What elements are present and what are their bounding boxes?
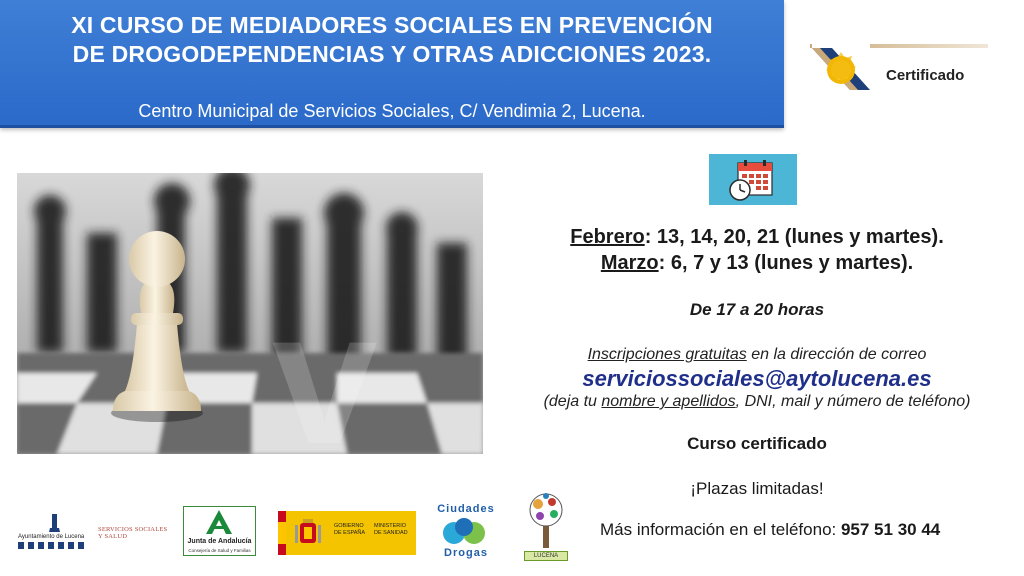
note-suffix: , DNI, mail y número de teléfono) bbox=[735, 393, 971, 410]
contact-info bbox=[600, 520, 1020, 540]
registration-free-label: Inscripciones gratuitas bbox=[587, 346, 747, 363]
award-medal-icon bbox=[812, 44, 870, 90]
february-dates bbox=[520, 224, 994, 250]
venue-address: Centro Municipal de Servicios Sociales, C/ Vendimia 2, Lucena. bbox=[138, 101, 646, 121]
course-title bbox=[0, 11, 784, 69]
note-prefix: (deja tu bbox=[543, 393, 602, 410]
gob-ministry1: MINISTERIO bbox=[374, 523, 407, 529]
march-label: Marzo bbox=[600, 252, 659, 274]
course-title-line1: XI CURSO DE MEDIADORES SOCIALES EN PREVENCIÓN bbox=[71, 12, 713, 38]
junta-a-icon bbox=[184, 507, 255, 537]
course-certified-text: Curso certificado bbox=[687, 434, 827, 453]
limited-places-text: ¡Plazas limitadas! bbox=[690, 479, 824, 498]
march-dates bbox=[520, 250, 994, 276]
ss-line1: SERVICIOS SOCIALES bbox=[98, 526, 168, 533]
ministerio-text bbox=[374, 523, 408, 537]
lucena-name: Ayuntamiento de Lucena bbox=[18, 534, 85, 540]
registration-email-link[interactable]: serviciossociales@aytolucena.es bbox=[582, 366, 932, 391]
spain-flag-icon bbox=[278, 511, 286, 555]
tree-label: LUCENA bbox=[524, 551, 568, 561]
gobierno-text bbox=[334, 523, 365, 537]
gobierno-espana-logo bbox=[278, 511, 416, 555]
ayuntamiento-lucena-logo bbox=[16, 512, 94, 554]
gob-line1: GOBIERNO bbox=[334, 523, 364, 529]
junta-name: Junta de Andalucía bbox=[187, 538, 252, 545]
header-banner bbox=[0, 0, 784, 128]
ss-line2: Y SALUD bbox=[98, 533, 128, 540]
coat-of-arms-icon bbox=[292, 517, 324, 549]
march-days: : 6, 7 y 13 (lunes y martes). bbox=[658, 252, 914, 274]
chess-pawn-photo bbox=[17, 173, 483, 454]
tower-icon bbox=[16, 512, 94, 554]
certificate-label: Certificado bbox=[886, 67, 965, 84]
calendar-clock-icon bbox=[709, 154, 797, 205]
gob-line2: DE ESPAÑA bbox=[334, 530, 366, 536]
ciudades-top: Ciudades bbox=[437, 503, 495, 515]
tree-icon bbox=[522, 490, 570, 550]
february-label: Febrero bbox=[570, 226, 645, 248]
registration-suffix: en la dirección de correo bbox=[746, 346, 927, 363]
contact-prefix: Más información en el teléfono: bbox=[600, 520, 841, 539]
schedule-dates bbox=[520, 224, 994, 276]
chess-pawn-image bbox=[17, 173, 483, 454]
tree-lucena-logo bbox=[522, 490, 570, 562]
note-name-fields: nombre y apellidos bbox=[601, 393, 736, 410]
ciudades-drogas-logo bbox=[428, 503, 504, 561]
ciudades-bottom: Drogas bbox=[444, 547, 488, 559]
junta-sub: Consejería de Salud y Familias bbox=[188, 548, 251, 553]
registration-note bbox=[490, 393, 1024, 411]
junta-andalucia-logo bbox=[183, 506, 256, 556]
svg-text:v: v bbox=[272, 272, 378, 454]
gob-ministry2: DE SANIDAD bbox=[374, 530, 408, 536]
servicios-sociales-logo bbox=[98, 526, 178, 540]
certificate-badge bbox=[810, 40, 990, 92]
contact-phone[interactable]: 957 51 30 44 bbox=[840, 520, 941, 539]
registration-text bbox=[490, 345, 1024, 365]
february-days: : 13, 14, 20, 21 (lunes y martes). bbox=[644, 226, 944, 248]
schedule-hours: De 17 a 20 horas bbox=[689, 300, 825, 319]
course-title-line2: DE DROGODEPENDENCIAS Y OTRAS ADICCIONES 2023. bbox=[72, 41, 712, 67]
